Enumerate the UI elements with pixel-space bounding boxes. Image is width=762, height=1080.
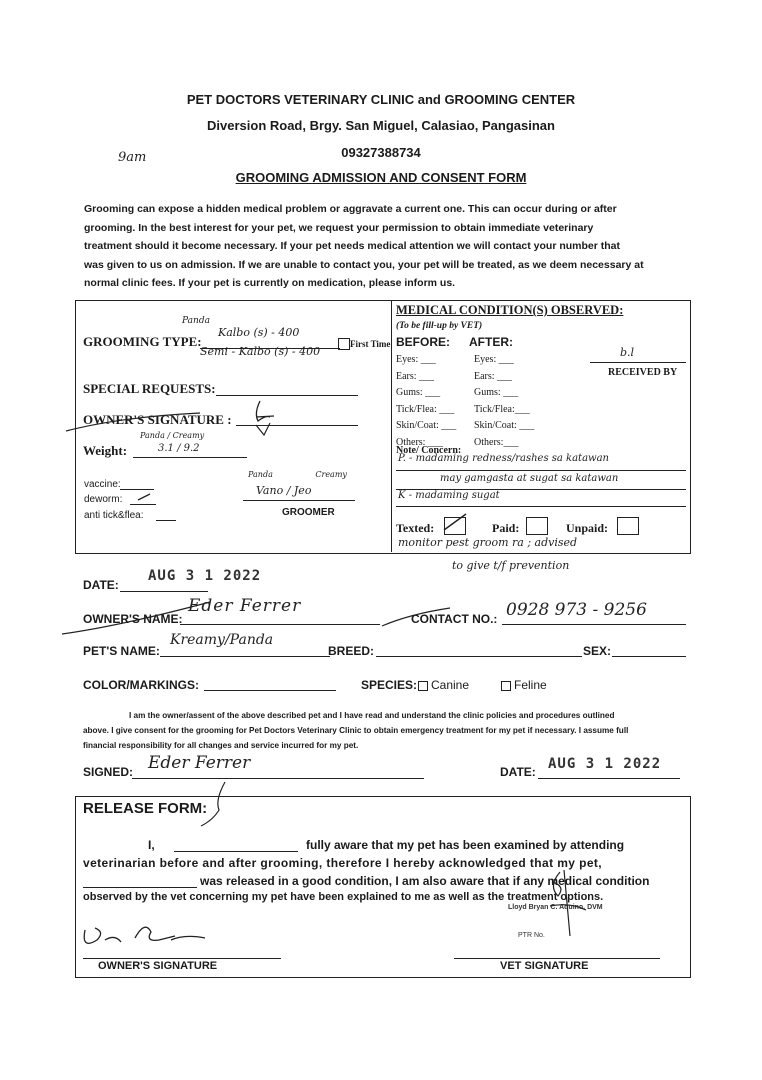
feline-label: Feline: [514, 678, 547, 692]
weight-names: Panda / Creamy: [140, 431, 205, 440]
groomer-names: Panda Creamy: [248, 470, 347, 479]
release-pet-name-line[interactable]: [83, 887, 197, 888]
signed-value: Eder Ferrer: [148, 753, 251, 773]
weight-label: Weight:: [83, 443, 128, 458]
release-line-1a: I,: [148, 838, 155, 852]
breed-line[interactable]: [376, 656, 582, 657]
deworm-check-mark: [136, 490, 156, 504]
intro-line: normal clinic fees. If your pet is currently on medication, please inform us.: [84, 277, 456, 289]
note-concern-label: Note/ Concern:: [396, 445, 462, 456]
before-label: BEFORE:: [396, 335, 450, 349]
unpaid-checkbox[interactable]: [617, 517, 639, 535]
first-time-checkbox[interactable]: [338, 338, 350, 350]
release-title: RELEASE FORM:: [83, 800, 208, 817]
consent-date-label: DATE:: [500, 765, 536, 779]
grooming-type-label: GROOMING TYPE:: [83, 334, 202, 349]
release-owner-name-line[interactable]: [174, 851, 298, 852]
release-line-4: observed by the vet concerning my pet have been explained to me as well as the treatment options.: [83, 891, 604, 903]
after-eyes[interactable]: Eyes: ___: [474, 354, 514, 365]
paid-label: Paid:: [492, 521, 520, 535]
signed-line[interactable]: [132, 778, 424, 779]
received-by-label: RECEIVED BY: [608, 367, 678, 378]
groomer-hand: Vano / Jeo: [256, 484, 312, 497]
before-tick[interactable]: Tick/Flea: ___: [396, 403, 455, 415]
clinic-name: PET DOCTORS VETERINARY CLINIC and GROOMING CENTER: [186, 92, 576, 107]
sex-label: SEX:: [583, 644, 612, 658]
consent-date-stamp: AUG 3 1 2022: [548, 756, 662, 772]
pet-name-line[interactable]: [160, 656, 330, 657]
date-label: DATE:: [83, 578, 119, 592]
special-requests-label: SPECIAL REQUESTS:: [83, 381, 216, 396]
note-hand-3: K - madaming sugat: [398, 490, 500, 501]
breed-label: BREED:: [328, 644, 375, 658]
intro-line: treatment should it become necessary. If your pet needs medical attention we will contact your number that: [84, 240, 621, 252]
vet-stamp-name: Lloyd Bryan C. Aquino, DVM: [508, 904, 603, 911]
owner-release-signature: [75, 910, 215, 960]
contact-value: 0928 973 - 9256: [506, 600, 647, 620]
texted-label: Texted:: [396, 521, 435, 535]
before-checklist: [396, 352, 456, 451]
vet-signature-label: VET SIGNATURE: [500, 960, 589, 972]
grooming-type-line: [200, 348, 340, 349]
before-skin[interactable]: Skin/Coat: ___: [396, 420, 457, 431]
after-label: AFTER:: [469, 335, 513, 349]
intro-line: grooming. In the best interest for your pet, we request your permission to obtain immediate veterinary: [84, 221, 594, 234]
intro-paragraph: [84, 200, 688, 293]
column-divider: [391, 300, 392, 552]
paid-checkbox[interactable]: [526, 517, 548, 535]
consent-line: financial responsibility for all changes and service incurred for my pet.: [83, 741, 359, 750]
before-gums[interactable]: Gums: ___: [396, 387, 441, 398]
owner-name-label: OWNER'S NAME:: [83, 612, 183, 626]
medical-title: MEDICAL CONDITION(S) OBSERVED:: [396, 303, 624, 317]
clinic-address: Diversion Road, Brgy. San Miguel, Calasiao, Pangasinan: [207, 118, 555, 133]
weight-line[interactable]: [133, 457, 247, 458]
deworm-label: deworm:: [84, 494, 123, 505]
after-ears[interactable]: Ears: ___: [474, 370, 513, 382]
grooming-hand-1: Kalbo (s) - 400: [218, 326, 300, 339]
release-line-1b: fully aware that my pet has been examined by attending: [306, 838, 625, 852]
intro-line: was given to us on admission. If we are unable to contact you, your pet will be treated, as we deem necessary at: [84, 258, 644, 271]
clinic-phone: 09327388734: [341, 145, 421, 160]
grooming-hand-top: Panda: [182, 316, 210, 326]
unpaid-label: Unpaid:: [566, 521, 609, 535]
color-markings-label: COLOR/MARKINGS:: [83, 678, 199, 692]
before-others[interactable]: Others: ___: [396, 436, 443, 448]
before-eyes[interactable]: Eyes: ___: [396, 354, 436, 365]
form-title: GROOMING ADMISSION AND CONSENT FORM: [235, 170, 527, 185]
canine-checkbox[interactable]: [418, 681, 428, 691]
deworm-line[interactable]: [130, 504, 156, 505]
advice-hand-2: to give t/f prevention: [452, 559, 570, 572]
release-line-2: veterinarian before and after grooming, therefore I hereby acknowledged that my pet,: [83, 856, 603, 870]
date-line[interactable]: [120, 591, 208, 592]
note-hand-2: may gamgasta at sugat sa katawan: [440, 473, 619, 484]
date-stamp: AUG 3 1 2022: [148, 568, 262, 584]
grooming-hand-2: Semi - Kalbo (s) - 400: [200, 345, 321, 358]
owner-signature-label-release: OWNER'S SIGNATURE: [98, 960, 218, 972]
before-ears[interactable]: Ears: ___: [396, 370, 435, 382]
vet-signature: [530, 866, 600, 946]
received-by-hand: b.l: [620, 346, 635, 359]
color-markings-line[interactable]: [204, 690, 336, 691]
vet-sig-line[interactable]: [454, 958, 660, 959]
sex-line[interactable]: [612, 656, 686, 657]
groomer-label: GROOMER: [282, 507, 335, 518]
first-time-label: First Time: [350, 339, 391, 349]
time-note: 9am: [118, 150, 147, 165]
release-pen-stroke: [195, 780, 235, 830]
consent-line: above. I give consent for the grooming for Pet Doctors Veterinary Clinic to obtain emergency treatment for my pet if necessary. I assume full: [83, 726, 629, 735]
contact-line[interactable]: [502, 624, 686, 625]
vaccine-label: vaccine:: [84, 479, 121, 490]
pet-name-value: Kreamy/Panda: [170, 632, 274, 648]
vet-stamp-ptr: PTR No.: [518, 932, 545, 939]
signed-label: SIGNED:: [83, 765, 134, 779]
weight-values: 3.1 / 9.2: [158, 443, 200, 454]
consent-date-line[interactable]: [538, 778, 680, 779]
owner-release-sig-line[interactable]: [83, 958, 281, 959]
anti-tick-line[interactable]: [156, 520, 176, 521]
contact-strike: [380, 606, 460, 630]
texted-check-mark: [440, 510, 470, 538]
after-gums[interactable]: Gums: ___: [474, 387, 519, 398]
note-line-1[interactable]: [396, 470, 686, 471]
advice-hand-1: monitor pest groom ra ; advised: [398, 536, 578, 549]
received-by-line[interactable]: [590, 362, 686, 363]
anti-tick-flea-label: anti tick&flea:: [84, 510, 144, 521]
groomer-line[interactable]: [243, 500, 355, 501]
note-line-3[interactable]: [396, 506, 686, 507]
consent-line: I am the owner/assent of the above described pet and I have read and understand the clinic policies and procedures outlined: [129, 711, 615, 720]
canine-label: Canine: [431, 678, 470, 692]
after-others[interactable]: Others:___: [474, 436, 519, 448]
after-tick[interactable]: Tick/Flea:___: [474, 403, 530, 415]
species-label: SPECIES:: [361, 678, 418, 692]
release-line-3: was released in a good condition, I am also aware that if any medical condition: [200, 874, 650, 888]
medical-subtitle: (To be fill-up by VET): [396, 321, 483, 331]
after-checklist: [474, 352, 534, 451]
note-hand-1: P. - madaming redness/rashes sa katawan: [398, 453, 609, 464]
pet-name-label: PET'S NAME:: [83, 644, 160, 658]
owner-signature-label: OWNER'S SIGNATURE :: [83, 412, 232, 427]
contact-label: CONTACT NO.:: [411, 612, 498, 626]
after-skin[interactable]: Skin/Coat: ___: [474, 420, 535, 431]
feline-checkbox[interactable]: [501, 681, 511, 691]
consent-paragraph: [83, 708, 688, 753]
intro-line: Grooming can expose a hidden medical problem or aggravate a current one. This can occur during or after: [84, 203, 617, 215]
owner-name-value: Eder Ferrer: [188, 596, 302, 616]
